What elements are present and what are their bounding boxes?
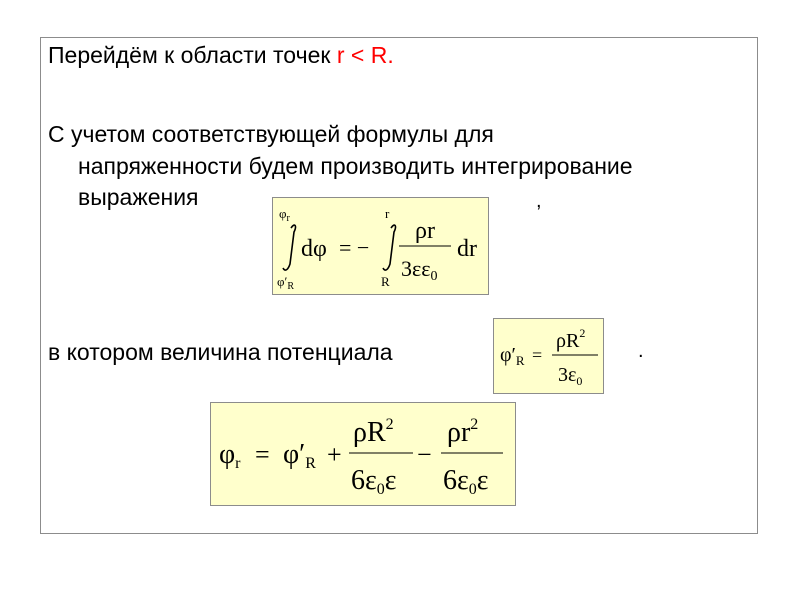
phir-minus: − bbox=[417, 440, 432, 469]
eq-minus: = − bbox=[339, 235, 370, 260]
phir-phiR: φ′R bbox=[283, 439, 316, 472]
phir-plus: + bbox=[327, 440, 342, 469]
lower-limit-left: $\varphi'_R$ bbox=[277, 274, 295, 292]
phir-formula bbox=[211, 403, 515, 505]
trailing-comma: , bbox=[536, 190, 542, 212]
phir-eq: = bbox=[255, 440, 270, 469]
phiR-formula bbox=[494, 319, 603, 393]
phir-num1: $\rho R^2$ bbox=[353, 416, 394, 448]
R-symbol: R bbox=[370, 42, 388, 68]
intro-prefix: Перейдём к области точек bbox=[48, 42, 337, 68]
phir-den1: 6ε0ε bbox=[351, 465, 397, 498]
frac1-numerator: ρr bbox=[415, 218, 435, 244]
d-phi: dφ bbox=[301, 236, 327, 262]
paragraph2-line2: напряженности будем производить интегрирование bbox=[78, 153, 633, 179]
phiR-formula-box bbox=[493, 318, 604, 394]
lt-symbol: < bbox=[344, 42, 371, 68]
phir-num2: $\rho r^2$ bbox=[447, 416, 479, 448]
phiR-denominator: $3\varepsilon_0$ bbox=[558, 364, 583, 388]
integral-formula-box bbox=[272, 197, 489, 295]
paragraph3-line: в котором величина потенциала bbox=[48, 339, 393, 365]
paragraph2-line3: выражения bbox=[78, 184, 199, 210]
upper-limit-right: r bbox=[385, 206, 390, 221]
intro-line bbox=[48, 41, 394, 70]
phir-formula-box bbox=[210, 402, 516, 506]
integral-sign-left bbox=[283, 225, 295, 270]
trailing-period: . bbox=[638, 340, 644, 362]
integral-sign-right bbox=[383, 225, 395, 270]
r-symbol: r bbox=[336, 42, 345, 68]
frac1-denominator: 3εε0 bbox=[401, 256, 438, 284]
phiR-eq: = bbox=[532, 345, 543, 365]
paragraph2-line1: С учетом соответствующей формулы для bbox=[48, 121, 494, 147]
phiR-lhs: $\varphi'_R$ bbox=[500, 344, 525, 368]
dr: dr bbox=[457, 236, 477, 262]
upper-limit-left: $\varphi_r$ bbox=[279, 206, 290, 224]
phiR-numerator: $\rho R^2$ bbox=[556, 326, 586, 352]
intro-dot: . bbox=[387, 42, 394, 68]
lower-limit-right: R bbox=[381, 274, 390, 289]
phir-den2: 6ε0ε bbox=[443, 465, 489, 498]
phir-lhs: φr bbox=[219, 439, 241, 472]
integral-formula bbox=[273, 198, 488, 294]
